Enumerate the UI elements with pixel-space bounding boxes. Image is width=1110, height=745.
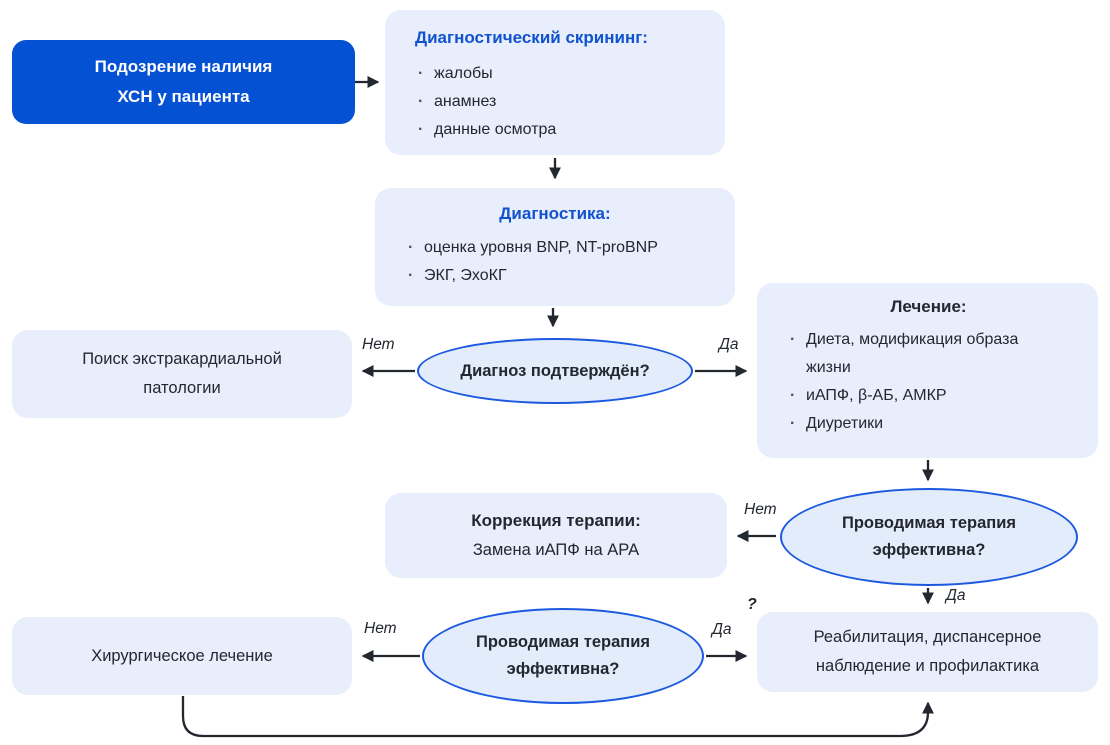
label-question-mark: ? xyxy=(747,596,757,613)
decision-diagnosis-text: Диагноз подтверждён? xyxy=(460,361,650,380)
node-diagnostics-list xyxy=(405,234,717,290)
node-treatment-heading: Лечение: xyxy=(890,297,967,316)
node-diagnostics-heading: Диагностика: xyxy=(499,204,611,223)
node-surgery xyxy=(12,617,352,695)
node-therapy-correction-text: Замена иАПФ на АРА xyxy=(472,541,640,559)
list-item: · Диета, модификация образа жизни xyxy=(787,326,1043,382)
list-item: · оценка уровня BNP, NT-proBNP xyxy=(405,234,717,262)
label-yes-decision3: Да xyxy=(712,621,732,638)
node-screening xyxy=(385,10,725,155)
label-no-decision1: Нет xyxy=(362,336,395,353)
list-item: · иАПФ, β-АБ, АМКР xyxy=(787,382,1084,410)
list-item: · данные осмотра xyxy=(415,116,705,144)
node-treatment-list xyxy=(787,326,1084,438)
list-item: · жалобы xyxy=(415,60,705,88)
decision-therapy2-line2: эффективна? xyxy=(506,660,620,678)
label-yes-decision1: Да xyxy=(719,336,739,353)
node-suspicion xyxy=(12,40,355,124)
node-extracardiac-line2: патологии xyxy=(143,379,221,397)
node-rehabilitation xyxy=(757,612,1098,692)
decision-therapy1-line1: Проводимая терапия xyxy=(841,514,1017,532)
decision-therapy1-line2: эффективна? xyxy=(872,541,986,559)
label-no-decision3: Нет xyxy=(364,620,397,637)
node-treatment xyxy=(757,283,1098,458)
node-diagnostics xyxy=(375,188,735,306)
node-therapy-correction xyxy=(385,493,727,578)
node-rehabilitation-line1: Реабилитация, диспансерное xyxy=(813,628,1042,646)
node-extracardiac-line1: Поиск экстракардиальной xyxy=(82,350,282,368)
node-screening-heading: Диагностический скрининг: xyxy=(415,28,648,47)
decision-therapy-effective-1 xyxy=(780,488,1078,586)
node-surgery-text: Хирургическое лечение xyxy=(91,646,273,665)
node-extracardiac-search xyxy=(12,330,352,418)
label-yes-decision2: Да xyxy=(946,587,966,604)
label-no-decision2: Нет xyxy=(744,501,777,518)
node-screening-list xyxy=(415,60,705,144)
decision-diagnosis-confirmed xyxy=(417,338,693,404)
list-item: · анамнез xyxy=(415,88,705,116)
node-suspicion-line2: ХСН у пациента xyxy=(117,87,250,106)
decision-therapy2-line1: Проводимая терапия xyxy=(475,633,651,651)
node-rehabilitation-line2: наблюдение и профилактика xyxy=(815,657,1040,675)
list-item: · Диуретики xyxy=(787,410,1084,438)
node-therapy-correction-heading: Коррекция терапии: xyxy=(471,511,641,530)
list-item: · ЭКГ, ЭхоКГ xyxy=(405,262,717,290)
decision-therapy-effective-2 xyxy=(422,608,704,704)
node-suspicion-line1: Подозрение наличия xyxy=(94,57,273,76)
